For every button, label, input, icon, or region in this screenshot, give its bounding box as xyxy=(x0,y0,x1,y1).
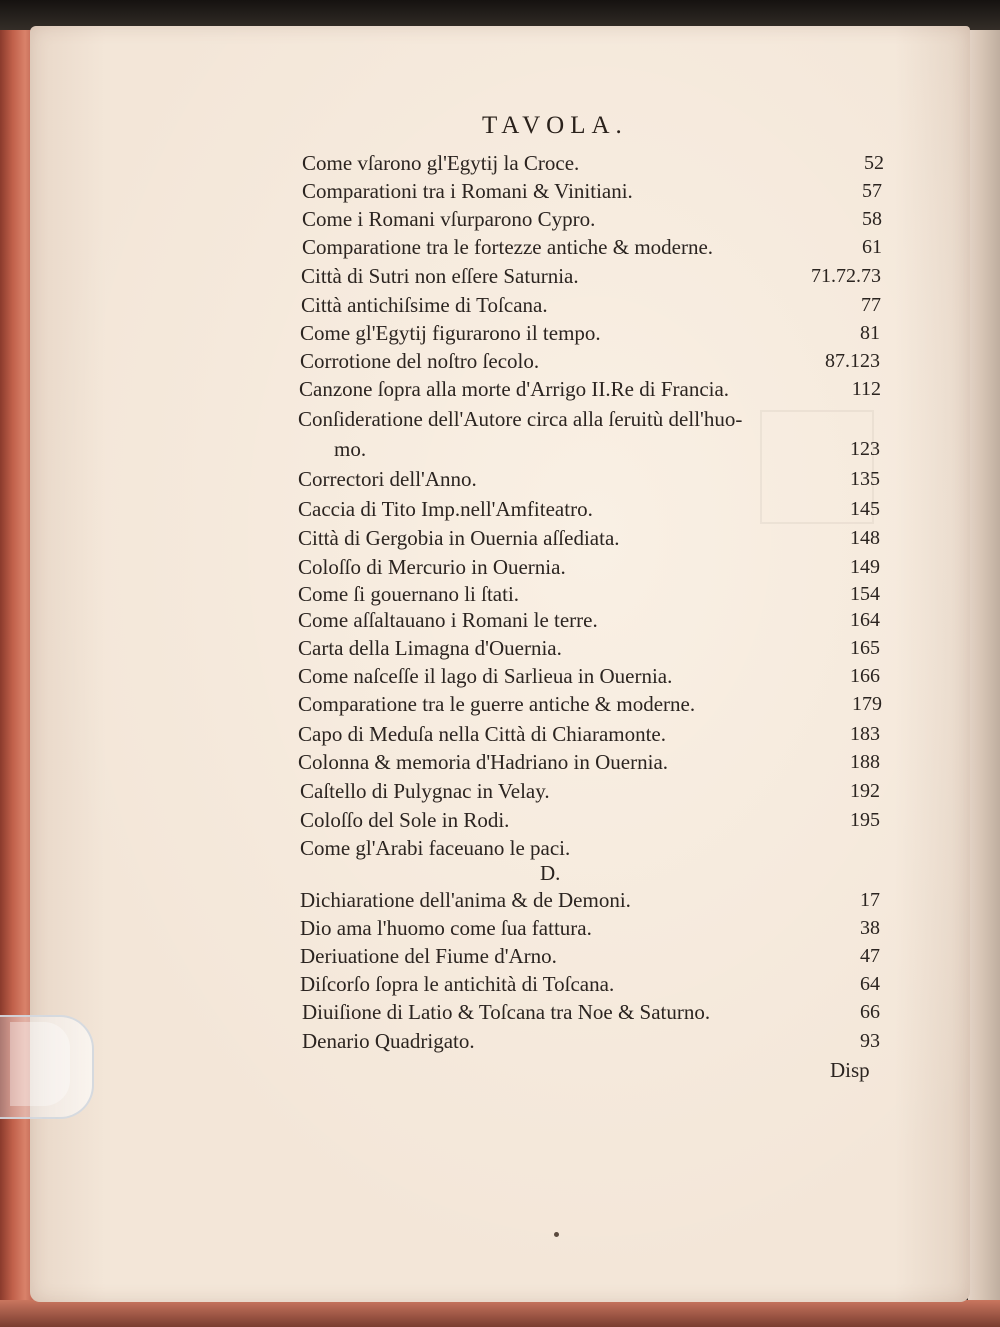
entry-text: Dio ama l'huomo come ſua fattura. xyxy=(300,916,592,940)
index-entry xyxy=(302,204,882,234)
index-entry xyxy=(298,404,882,434)
entry-text: Capo di Meduſa nella Città di Chiaramonte. xyxy=(298,722,667,746)
entry-text: Come aſſaltauano i Romani le terre. xyxy=(298,608,598,632)
entry-page-number: 77 xyxy=(861,294,881,316)
index-entry xyxy=(334,434,880,464)
entry-page-number: 64 xyxy=(860,973,880,995)
entry-page-number: 183 xyxy=(850,723,880,745)
entry-text: Comparationi tra i Romani & Vinitiani. xyxy=(302,179,633,203)
entry-page-number: 66 xyxy=(860,1001,880,1023)
index-entry xyxy=(300,941,880,971)
entry-page-number: 179 xyxy=(852,693,882,715)
index-entry xyxy=(298,605,880,635)
page-header: TAVOLA. xyxy=(482,112,628,139)
entry-page-number: 58 xyxy=(862,208,882,230)
entry-page-number: 81 xyxy=(860,322,880,344)
entry-page-number: 195 xyxy=(850,809,880,831)
entry-page-number: 87.123 xyxy=(825,350,880,372)
section-letter: D. xyxy=(540,861,561,885)
index-entry xyxy=(302,176,882,206)
entry-text: Diſcorſo ſopra le antichità di Toſcana. xyxy=(300,972,615,996)
entry-text: Caccia di Tito Imp.nell'Amfiteatro. xyxy=(298,497,593,521)
entry-text: Colonna & memoria d'Hadriano in Ouernia. xyxy=(298,750,669,774)
entry-text: Dichiaratione dell'anima & de Demoni. xyxy=(300,888,631,912)
index-entry xyxy=(302,997,880,1027)
entry-text: Conſideratione dell'Autore circa alla ſeruitù dell'huo- xyxy=(298,407,743,431)
index-entry xyxy=(298,719,880,749)
entry-text: mo. xyxy=(334,437,367,461)
entry-text: Coloſſo di Mercurio in Ouernia. xyxy=(298,555,566,579)
entry-page-number: 135 xyxy=(850,468,880,490)
entry-page-number: 192 xyxy=(850,780,880,802)
index-entry xyxy=(299,374,881,404)
entry-text: Carta della Limagna d'Ouernia. xyxy=(298,636,562,660)
entry-page-number: 123 xyxy=(850,438,880,460)
index-entry xyxy=(300,346,880,376)
index-entry xyxy=(298,661,880,691)
index-entry xyxy=(298,523,880,553)
index-entry xyxy=(298,464,880,494)
index-entry xyxy=(301,290,881,320)
entry-page-number: 154 xyxy=(850,583,880,605)
entry-page-number: 165 xyxy=(850,637,880,659)
entry-text: Città di Gergobia in Ouernia aſſediata. xyxy=(298,526,620,550)
entry-text: Comparatione tra le guerre antiche & moderne. xyxy=(298,692,696,716)
entry-page-number: 164 xyxy=(850,609,880,631)
index-entry xyxy=(300,776,880,806)
entry-page-number: 57 xyxy=(862,180,882,202)
entry-page-number: 52 xyxy=(864,152,884,174)
index-entry xyxy=(298,633,880,663)
entry-text: Come ſi gouernano li ſtati. xyxy=(298,582,520,606)
entry-page-number: 145 xyxy=(850,498,880,520)
entry-page-number: 93 xyxy=(860,1030,880,1052)
entry-page-number: 166 xyxy=(850,665,880,687)
plastic-page-clip-shine xyxy=(10,1022,70,1106)
index-entry xyxy=(302,148,884,178)
index-entry xyxy=(300,318,880,348)
index-entry xyxy=(300,969,880,999)
entry-text: Deriuatione del Fiume d'Arno. xyxy=(300,944,557,968)
entry-text: Come i Romani vſurparono Cypro. xyxy=(302,207,596,231)
index-entry xyxy=(302,1026,880,1056)
entry-page-number: 112 xyxy=(851,378,881,400)
index-entry xyxy=(298,494,880,524)
entry-text: Come gl'Egytij figurarono il tempo. xyxy=(300,321,601,345)
index-entry xyxy=(298,689,882,719)
ink-speck xyxy=(554,1232,559,1237)
next-page-edge xyxy=(968,30,1000,1320)
book-red-edge-bottom xyxy=(0,1300,1000,1327)
entry-text: Coloſſo del Sole in Rodi. xyxy=(300,808,510,832)
entry-text: Come gl'Arabi faceuano le paci. xyxy=(300,836,571,860)
entry-page-number: 17 xyxy=(860,889,880,911)
entry-text: Città di Sutri non eſſere Saturnia. xyxy=(301,264,579,288)
index-entry xyxy=(302,232,882,262)
entry-page-number: 61 xyxy=(862,236,882,258)
index-entry xyxy=(300,805,880,835)
entry-text: Comparatione tra le fortezze antiche & moderne. xyxy=(302,235,714,259)
index-entry xyxy=(300,833,880,863)
entry-text: Come vſarono gl'Egytij la Croce. xyxy=(302,151,580,175)
entry-page-number: 149 xyxy=(850,556,880,578)
entry-page-number: 71.72.73 xyxy=(811,265,881,287)
index-entry xyxy=(301,261,881,291)
index-entry xyxy=(298,747,880,777)
entry-page-number: 47 xyxy=(860,945,880,967)
entry-text: Correctori dell'Anno. xyxy=(298,467,477,491)
index-entry xyxy=(300,885,880,915)
index-entry xyxy=(298,552,880,582)
entry-text: Come naſceſſe il lago di Sarlieua in Ouernia. xyxy=(298,664,673,688)
entry-text: Denario Quadrigato. xyxy=(302,1029,475,1053)
entry-text: Città antichiſsime di Toſcana. xyxy=(301,293,548,317)
entry-page-number: 38 xyxy=(860,917,880,939)
entry-page-number: 148 xyxy=(850,527,880,549)
entry-text: Canzone ſopra alla morte d'Arrigo II.Re di Francia. xyxy=(299,377,730,401)
entry-text: Corrotione del noſtro ſecolo. xyxy=(300,349,540,373)
entry-page-number: 188 xyxy=(850,751,880,773)
entry-text: Caſtello di Pulygnac in Velay. xyxy=(300,779,550,803)
entry-text: Diuiſione di Latio & Toſcana tra Noe & Saturno. xyxy=(302,1000,711,1024)
catchword: Disp xyxy=(830,1058,870,1082)
index-entry xyxy=(300,913,880,943)
